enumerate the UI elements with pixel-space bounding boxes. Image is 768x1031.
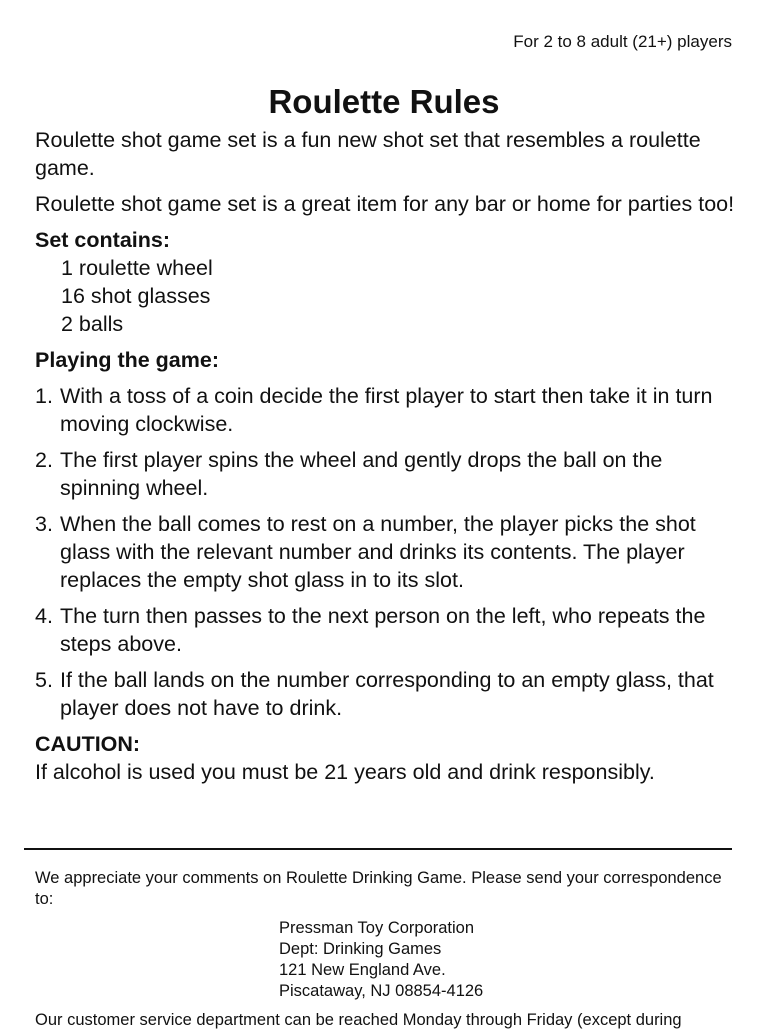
step-text: If the ball lands on the number corresponding to an empty glass, that player does not have to drink. (60, 668, 714, 720)
rules-body (35, 126, 735, 786)
caution-text: If alcohol is used you must be 21 years old and drink responsibly. (35, 760, 655, 784)
step-text: With a toss of a coin decide the first player to start then take it in turn moving clockwise. (60, 384, 713, 436)
list-item: 1 roulette wheel (61, 256, 213, 280)
playing-heading: Playing the game: (35, 348, 219, 372)
list-item: 2 balls (61, 312, 124, 336)
step-item (35, 602, 735, 658)
section-divider (24, 848, 732, 850)
caution-heading: CAUTION: (35, 732, 141, 756)
step-text: The turn then passes to the next person on the left, who repeats the steps above. (60, 604, 706, 656)
address-line: Dept: Drinking Games (279, 940, 442, 958)
step-number: 2. (35, 448, 53, 472)
page-title: Roulette Rules (268, 83, 500, 120)
step-text: The first player spins the wheel and gently drops the ball on the spinning wheel. (60, 448, 663, 500)
step-number: 1. (35, 384, 53, 408)
step-item (35, 666, 735, 722)
mailing-address (279, 918, 735, 1002)
steps-list (35, 382, 735, 722)
step-item (35, 510, 735, 594)
step-number: 5. (35, 668, 53, 692)
set-contents-list (35, 254, 735, 338)
intro-paragraph-1: Roulette shot game set is a fun new shot set that resembles a roulette game. (35, 128, 701, 180)
step-text: When the ball comes to rest on a number, the player picks the shot glass with the relevant number and drinks its contents. The player replaces the empty shot glass in to its slot. (60, 512, 696, 592)
comments-text: We appreciate your comments on Roulette Drinking Game. Please send your correspondence to: (35, 869, 722, 908)
list-item: 16 shot glasses (61, 284, 211, 308)
step-number: 4. (35, 604, 53, 628)
address-line: Pressman Toy Corporation (279, 919, 475, 937)
step-number: 3. (35, 512, 53, 536)
customer-service-text: Our customer service department can be reached Monday through Friday (except during (35, 1011, 682, 1029)
address-line: 121 New England Ave. (279, 961, 446, 979)
intro-paragraph-2: Roulette shot game set is a great item for any bar or home for parties too! (35, 192, 735, 216)
footer (35, 868, 735, 1031)
step-item (35, 446, 735, 502)
address-line: Piscataway, NJ 08854-4126 (279, 982, 484, 1000)
player-count: For 2 to 8 adult (21+) players (513, 32, 732, 51)
set-contains-heading: Set contains: (35, 228, 170, 252)
step-item (35, 382, 735, 438)
